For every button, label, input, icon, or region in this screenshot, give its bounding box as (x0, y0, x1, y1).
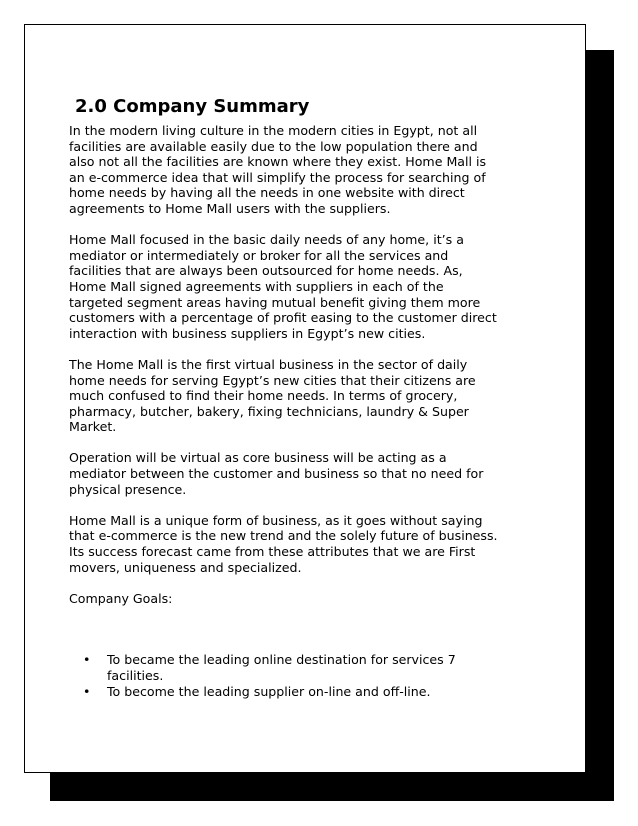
paragraph-intro: In the modern living culture in the modern cities in Egypt, not all facilities are available easily due to the low population there and also not all the facilities are known where they exist. Home Mall is an e-commerce idea that will simplify the process for searching of home needs by having all the needs in one website with direct agreements to Home Mall users with the suppliers. (69, 123, 487, 216)
paragraph-focus: Home Mall focused in the basic daily needs of any home, it’s a mediator or intermediately or broker for all the services and facilities that are always been outsourced for home needs. As, Home Mall signed agreements with suppliers in each of the targeted segment areas having mutual benefit giving them more customers with a percentage of profit easing to the customer direct interaction with business suppliers in Egypt’s new cities. (69, 232, 497, 341)
goals-label: Company Goals: (69, 590, 173, 606)
paragraph-operation: Operation will be virtual as core business will be acting as a mediator between the customer and business so that no need for physical presence. (69, 450, 484, 497)
section-heading: 2.0 Company Summary (75, 96, 310, 117)
goal-text: To become the leading supplier on-line and off-line. (107, 683, 431, 699)
list-item (83, 652, 499, 683)
goals-list (69, 652, 499, 699)
goal-text: To became the leading online destination for services 7 facilities. (107, 652, 456, 683)
paragraph-unique: Home Mall is a unique form of business, as it goes without saying that e-commerce is the new trend and the solely future of business. Its success forecast came from these attributes that we are First movers, uniqueness and specialized. (69, 512, 498, 575)
paragraph-first-virtual: The Home Mall is the first virtual business in the sector of daily home needs for serving Egypt’s new cities that their citizens are much confused to find their home needs. In terms of grocery, pharmacy, butcher, bakery, fixing technicians, laundry & Super Market. (69, 356, 476, 435)
list-item (83, 683, 499, 700)
bullet-icon: • (83, 683, 91, 699)
bullet-icon: • (83, 652, 91, 668)
page-content (69, 96, 499, 699)
